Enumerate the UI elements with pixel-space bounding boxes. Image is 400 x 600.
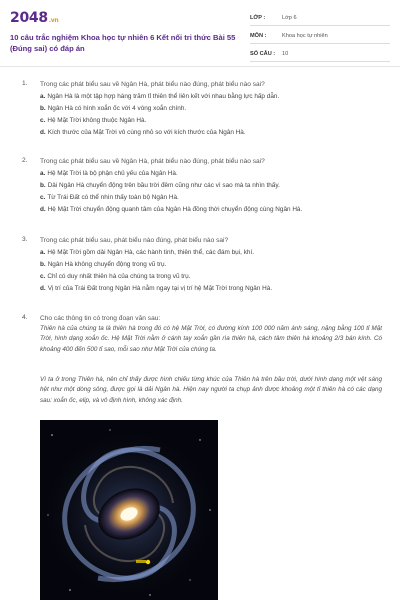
meta-info — [250, 12, 390, 66]
option-text: Hệ Mặt Trời chuyển động quanh tâm của Ngân Hà đồng thời chuyển động cùng Ngân Hà. — [47, 206, 303, 213]
meta-label: LỚP : — [250, 15, 266, 21]
question-number: 1. — [22, 80, 28, 87]
meta-value: Khoa học tự nhiên — [282, 33, 328, 39]
milky-way-image — [40, 420, 218, 600]
meta-label: MÔN : — [250, 33, 267, 39]
option-b[interactable] — [40, 260, 385, 269]
option-c[interactable] — [40, 272, 385, 281]
option-letter: a. — [40, 93, 46, 100]
option-letter: b. — [40, 261, 46, 268]
option-a[interactable] — [40, 92, 385, 101]
site-logo[interactable] — [10, 10, 58, 26]
question-text: Trong các phát biểu sau về Ngân Hà, phát biểu nào đúng, phát biểu nào sai? — [40, 158, 265, 165]
meta-label: SỐ CÂU : — [250, 51, 276, 57]
option-text: Ngân Hà không chuyển động trong vũ trụ. — [47, 261, 167, 268]
option-b[interactable] — [40, 104, 385, 113]
option-text: Ngân Hà có hình xoắn ốc với 4 vòng xoắn chính. — [47, 105, 187, 112]
passage-paragraph: Thiên hà của chúng ta là thiên hà trong đó có hệ Mặt Trời, có đường kính 100 000 năm ánh sáng, nặng bằng 100 tỉ Mặt Trời, hình dạng xoắn ốc. Hệ Mặt Trời nằm ở cánh tay xoắn gần rìa thiên hà, cách tâm thiên hà khoảng 2/3 bán kính. Có khoảng 400 đến 500 tỉ sao, mỗi sao như Mặt Trời của chúng ta. — [40, 325, 382, 353]
logo-suffix: .vn — [48, 17, 59, 24]
option-d[interactable] — [40, 205, 385, 214]
option-a[interactable] — [40, 248, 385, 257]
meta-row-class — [250, 12, 390, 26]
option-d[interactable] — [40, 284, 385, 293]
option-letter: c. — [40, 273, 46, 280]
page-title: 10 câu trắc nghiệm Khoa học tự nhiên 6 Kết nối tri thức Bài 55 (Đúng sai) có đáp án — [10, 33, 236, 53]
option-text: Hệ Mặt Trời là bộ phận chủ yếu của Ngân Hà. — [47, 170, 178, 177]
option-letter: c. — [40, 194, 46, 201]
question-text: Cho các thông tin có trong đoạn văn sau: — [40, 315, 161, 322]
option-text: Hệ Mặt Trời gồm dải Ngân Hà, các hành tinh, thiên thể, các đám bụi, khí. — [47, 249, 255, 256]
option-b[interactable] — [40, 181, 385, 190]
page-header — [0, 0, 400, 67]
option-a[interactable] — [40, 169, 385, 178]
question-text: Trong các phát biểu sau về Ngân Hà, phát biểu nào đúng, phát biểu nào sai? — [40, 81, 265, 88]
option-text: Vị trí của Trái Đất trong Ngân Hà nằm ngay tại vị trí hệ Mặt Trời trong Ngân Hà. — [47, 285, 273, 292]
option-text: Hệ Mặt Trời không thuộc Ngân Hà. — [47, 117, 147, 124]
question-text: Trong các phát biểu sau, phát biểu nào đúng, phát biểu nào sai? — [40, 237, 229, 244]
question-number: 3. — [22, 236, 28, 243]
question-number: 4. — [22, 314, 28, 321]
option-text: Kích thước của Mặt Trời vô cùng nhỏ so với kích thước của Ngân Hà. — [47, 129, 246, 136]
option-letter: b. — [40, 182, 46, 189]
meta-value: 10 — [282, 51, 289, 57]
question-number: 2. — [22, 157, 28, 164]
option-text: Từ Trái Đất có thể nhìn thấy toàn bộ Ngân Hà. — [47, 194, 179, 201]
passage-paragraph: Vì ta ở trong Thiên hà, nên chỉ thấy được hình chiếu từng khúc của Thiên hà trên bầu trời, dưới hình dạng một vệt sáng hệt như một dòng sông, được gọi là dải Ngân hà. Hiện nay người ta chụp ảnh được khoảng một tỉ thiên hà có các dạng sau: xoắn ốc, elip, và vô định hình, không xác định. — [40, 376, 382, 404]
option-letter: d. — [40, 129, 46, 136]
galaxy-illustration — [40, 420, 218, 600]
option-c[interactable] — [40, 116, 385, 125]
option-letter: a. — [40, 170, 46, 177]
meta-row-subject — [250, 30, 390, 44]
meta-row-count — [250, 48, 390, 62]
option-letter: d. — [40, 285, 46, 292]
option-d[interactable] — [40, 128, 385, 137]
option-text: Chỉ có duy nhất thiên hà của chúng ta trong vũ trụ. — [47, 273, 191, 280]
option-letter: c. — [40, 117, 46, 124]
option-text: Dải Ngân Hà chuyển động trên bầu trời đêm cũng như các vì sao mà ta nhìn thấy. — [47, 182, 280, 189]
option-letter: a. — [40, 249, 46, 256]
meta-value: Lớp 6 — [282, 15, 297, 21]
option-c[interactable] — [40, 193, 385, 202]
logo-text: 2048 — [10, 10, 48, 26]
option-text: Ngân Hà là một tập hợp hàng trăm tỉ thiên thể liên kết với nhau bằng lực hấp dẫn. — [47, 93, 280, 100]
option-letter: b. — [40, 105, 46, 112]
option-letter: d. — [40, 206, 46, 213]
